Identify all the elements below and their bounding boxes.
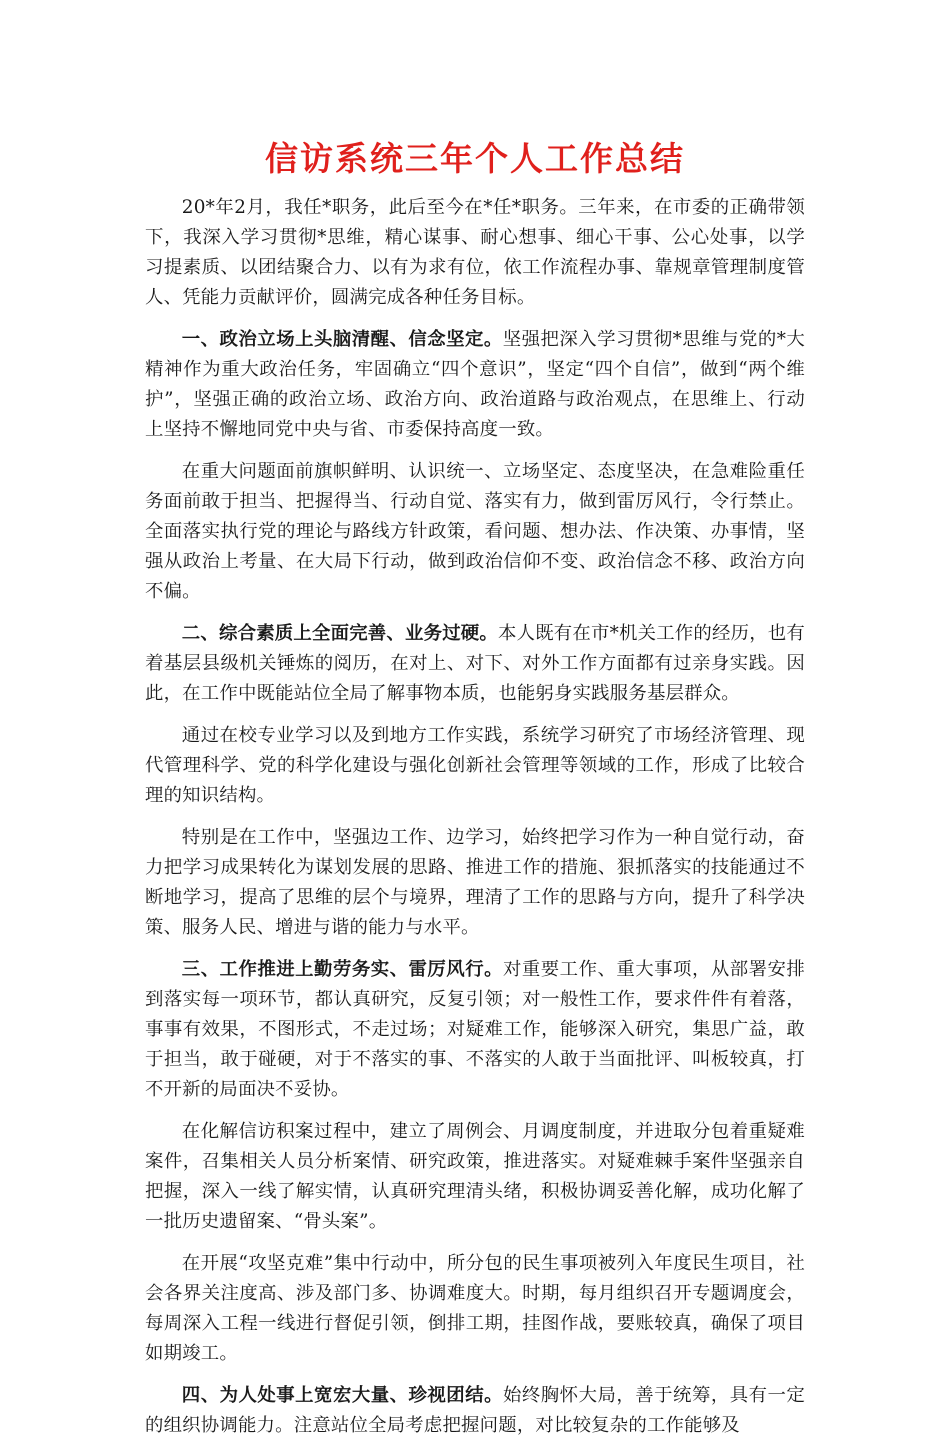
paragraph-body [145, 1117, 805, 1237]
paragraph-text: 坚强把深入学习贯彻*思维与党的*大精神作为重大政治任务，牢固确立“四个意识”，坚定“四个自信”，做到“两个维护”，坚强正确的政治立场、政治方向、政治道路与政治观点，在思维上、行动上坚持不懈地同党中央与省、市委保持高度一致。 [145, 329, 805, 440]
paragraph-text: 在化解信访积案过程中，建立了周例会、月调度制度，并进取分包着重疑难案件，召集相关人员分析案情、研究政策，推进落实。对疑难棘手案件坚强亲自把握，深入一线了解实情，认真研究理清头绪，积极协调妥善化解，成功化解了一批历史遗留案、“骨头案”。 [145, 1121, 805, 1232]
paragraph-body [145, 1249, 805, 1369]
paragraph-intro [145, 193, 805, 313]
paragraph-text: 在开展“攻坚克难”集中行动中，所分包的民生事项被列入年度民生项目，社会各界关注度高、涉及部门多、协调难度大。时期，每月组织召开专题调度会，每周深入工程一线进行督促引领，倒排工期，挂图作战，要账较真，确保了项目如期竣工。 [145, 1253, 805, 1364]
paragraph-text: 对重要工作、重大事项，从部署安排到落实每一项环节，都认真研究，反复引领；对一般性工作，要求件件有着落，事事有效果，不图形式，不走过场；对疑难工作，能够深入研究，集思广益，敢于担当，敢于碰硬，对于不落实的事、不落实的人敢于当面批评、叫板较真，打不开新的局面决不妥协。 [145, 959, 805, 1100]
paragraph-section-3 [145, 955, 805, 1105]
document-page [145, 135, 805, 1453]
section-heading: 四、为人处事上宽宏大量、珍视团结。 [181, 1385, 503, 1406]
paragraph-section-1 [145, 325, 805, 445]
paragraph-section-2 [145, 619, 805, 709]
paragraph-body [145, 721, 805, 811]
document-title: 信访系统三年个人工作总结 [265, 139, 685, 178]
paragraph-text: 在重大问题面前旗帜鲜明、认识统一、立场坚定、态度坚决，在急难险重任务面前敢于担当、把握得当、行动自觉、落实有力，做到雷厉风行，令行禁止。全面落实执行党的理论与路线方针政策，看问题、想办法、作决策、办事情，坚强从政治上考量、在大局下行动，做到政治信仰不变、政治信念不移、政治方向不偏。 [145, 461, 805, 602]
paragraph-text: 20*年2月，我任*职务，此后至今在*任*职务。三年来，在市委的正确带领下，我深入学习贯彻*思维，精心谋事、耐心想事、细心干事、公心处事，以学习提素质、以团结聚合力、以有为求有位，依工作流程办事、靠规章管理制度管人、凭能力贡献评价，圆满完成各种任务目标。 [145, 197, 805, 308]
paragraph-text: 本人既有在市*机关工作的经历，也有着基层县级机关锤炼的阅历，在对上、对下、对外工作方面都有过亲身实践。因此，在工作中既能站位全局了解事物本质，也能躬身实践服务基层群众。 [145, 623, 805, 704]
paragraph-text: 始终胸怀大局，善于统筹，具有一定的组织协调能力。注意站位全局考虑把握问题，对比较复杂的工作能够及 [145, 1385, 805, 1436]
paragraph-text: 特别是在工作中，坚强边工作、边学习，始终把学习作为一种自觉行动，奋力把学习成果转化为谋划发展的思路、推进工作的措施、狠抓落实的技能通过不断地学习，提高了思维的层个与境界，理清了工作的思路与方向，提升了科学决策、服务人民、增进与谐的能力与水平。 [145, 827, 805, 938]
paragraph-section-4 [145, 1381, 805, 1441]
paragraph-body [145, 457, 805, 607]
section-heading: 三、工作推进上勤劳务实、雷厉风行。 [181, 959, 503, 980]
paragraph-body [145, 823, 805, 943]
paragraph-text: 通过在校专业学习以及到地方工作实践，系统学习研究了市场经济管理、现代管理科学、党的科学化建设与强化创新社会管理等领域的工作，形成了比较合理的知识结构。 [145, 725, 805, 806]
section-heading: 一、政治立场上头脑清醒、信念坚定。 [181, 329, 503, 350]
section-heading: 二、综合素质上全面完善、业务过硬。 [181, 623, 498, 644]
